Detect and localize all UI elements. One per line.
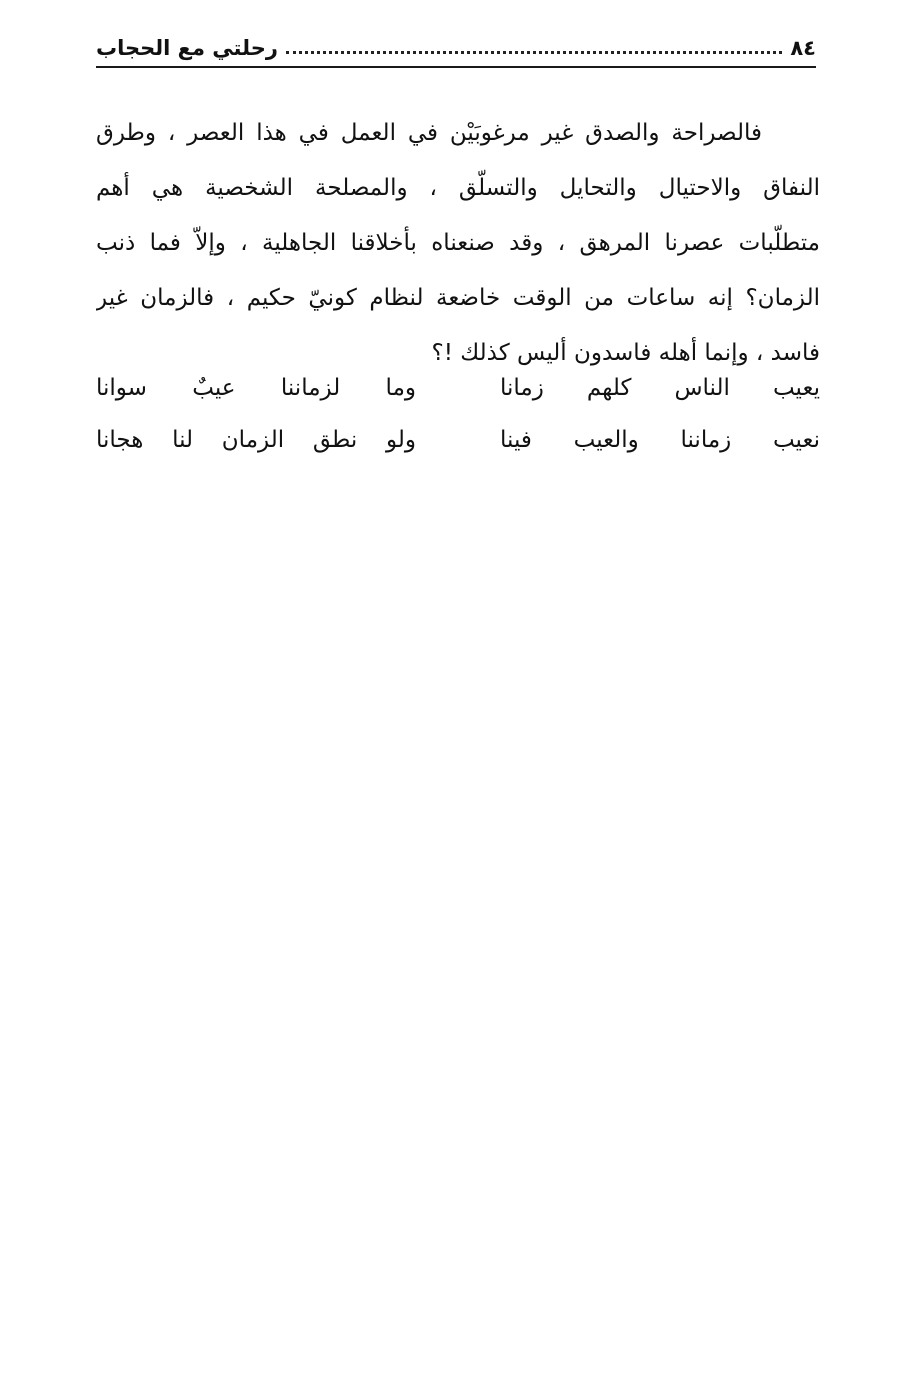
verse-second-hemistich: ولو نطق الزمان لنا هجانا	[96, 427, 416, 453]
poem-verse	[96, 414, 820, 466]
dot-leader	[286, 51, 782, 54]
paragraph-line: الزمان؟ إنه ساعات من الوقت خاضعة لنظام كونيّ حكيم ، فالزمان غير	[96, 285, 820, 311]
poem-verse	[96, 362, 820, 414]
paragraph-line: متطلّبات عصرنا المرهق ، وقد صنعناه بأخلاقنا الجاهلية ، وإلاّ فما ذنب	[96, 230, 820, 256]
running-header	[96, 30, 816, 66]
verse-second-hemistich: وما لزماننا عيبٌ سوانا	[96, 375, 416, 401]
paragraph-line: النفاق والاحتيال والتحايل والتسلّق ، والمصلحة الشخصية هي أهم	[96, 175, 820, 201]
header-rule	[96, 66, 816, 68]
paragraph-line: فاسد ، وإنما أهله فاسدون أليس كذلك !؟	[431, 340, 820, 366]
paragraph-line: فالصراحة والصدق غير مرغوبَيْن في العمل في هذا العصر ، وطرق	[96, 120, 762, 146]
body-paragraph	[96, 106, 820, 381]
book-title: رحلتي مع الحجاب	[96, 36, 278, 60]
page-number: ٨٤	[790, 36, 816, 60]
verse-first-hemistich: نعيب زماننا والعيب فينا	[500, 427, 820, 453]
poem	[96, 362, 820, 466]
verse-first-hemistich: يعيب الناس كلهم زمانا	[500, 375, 820, 401]
